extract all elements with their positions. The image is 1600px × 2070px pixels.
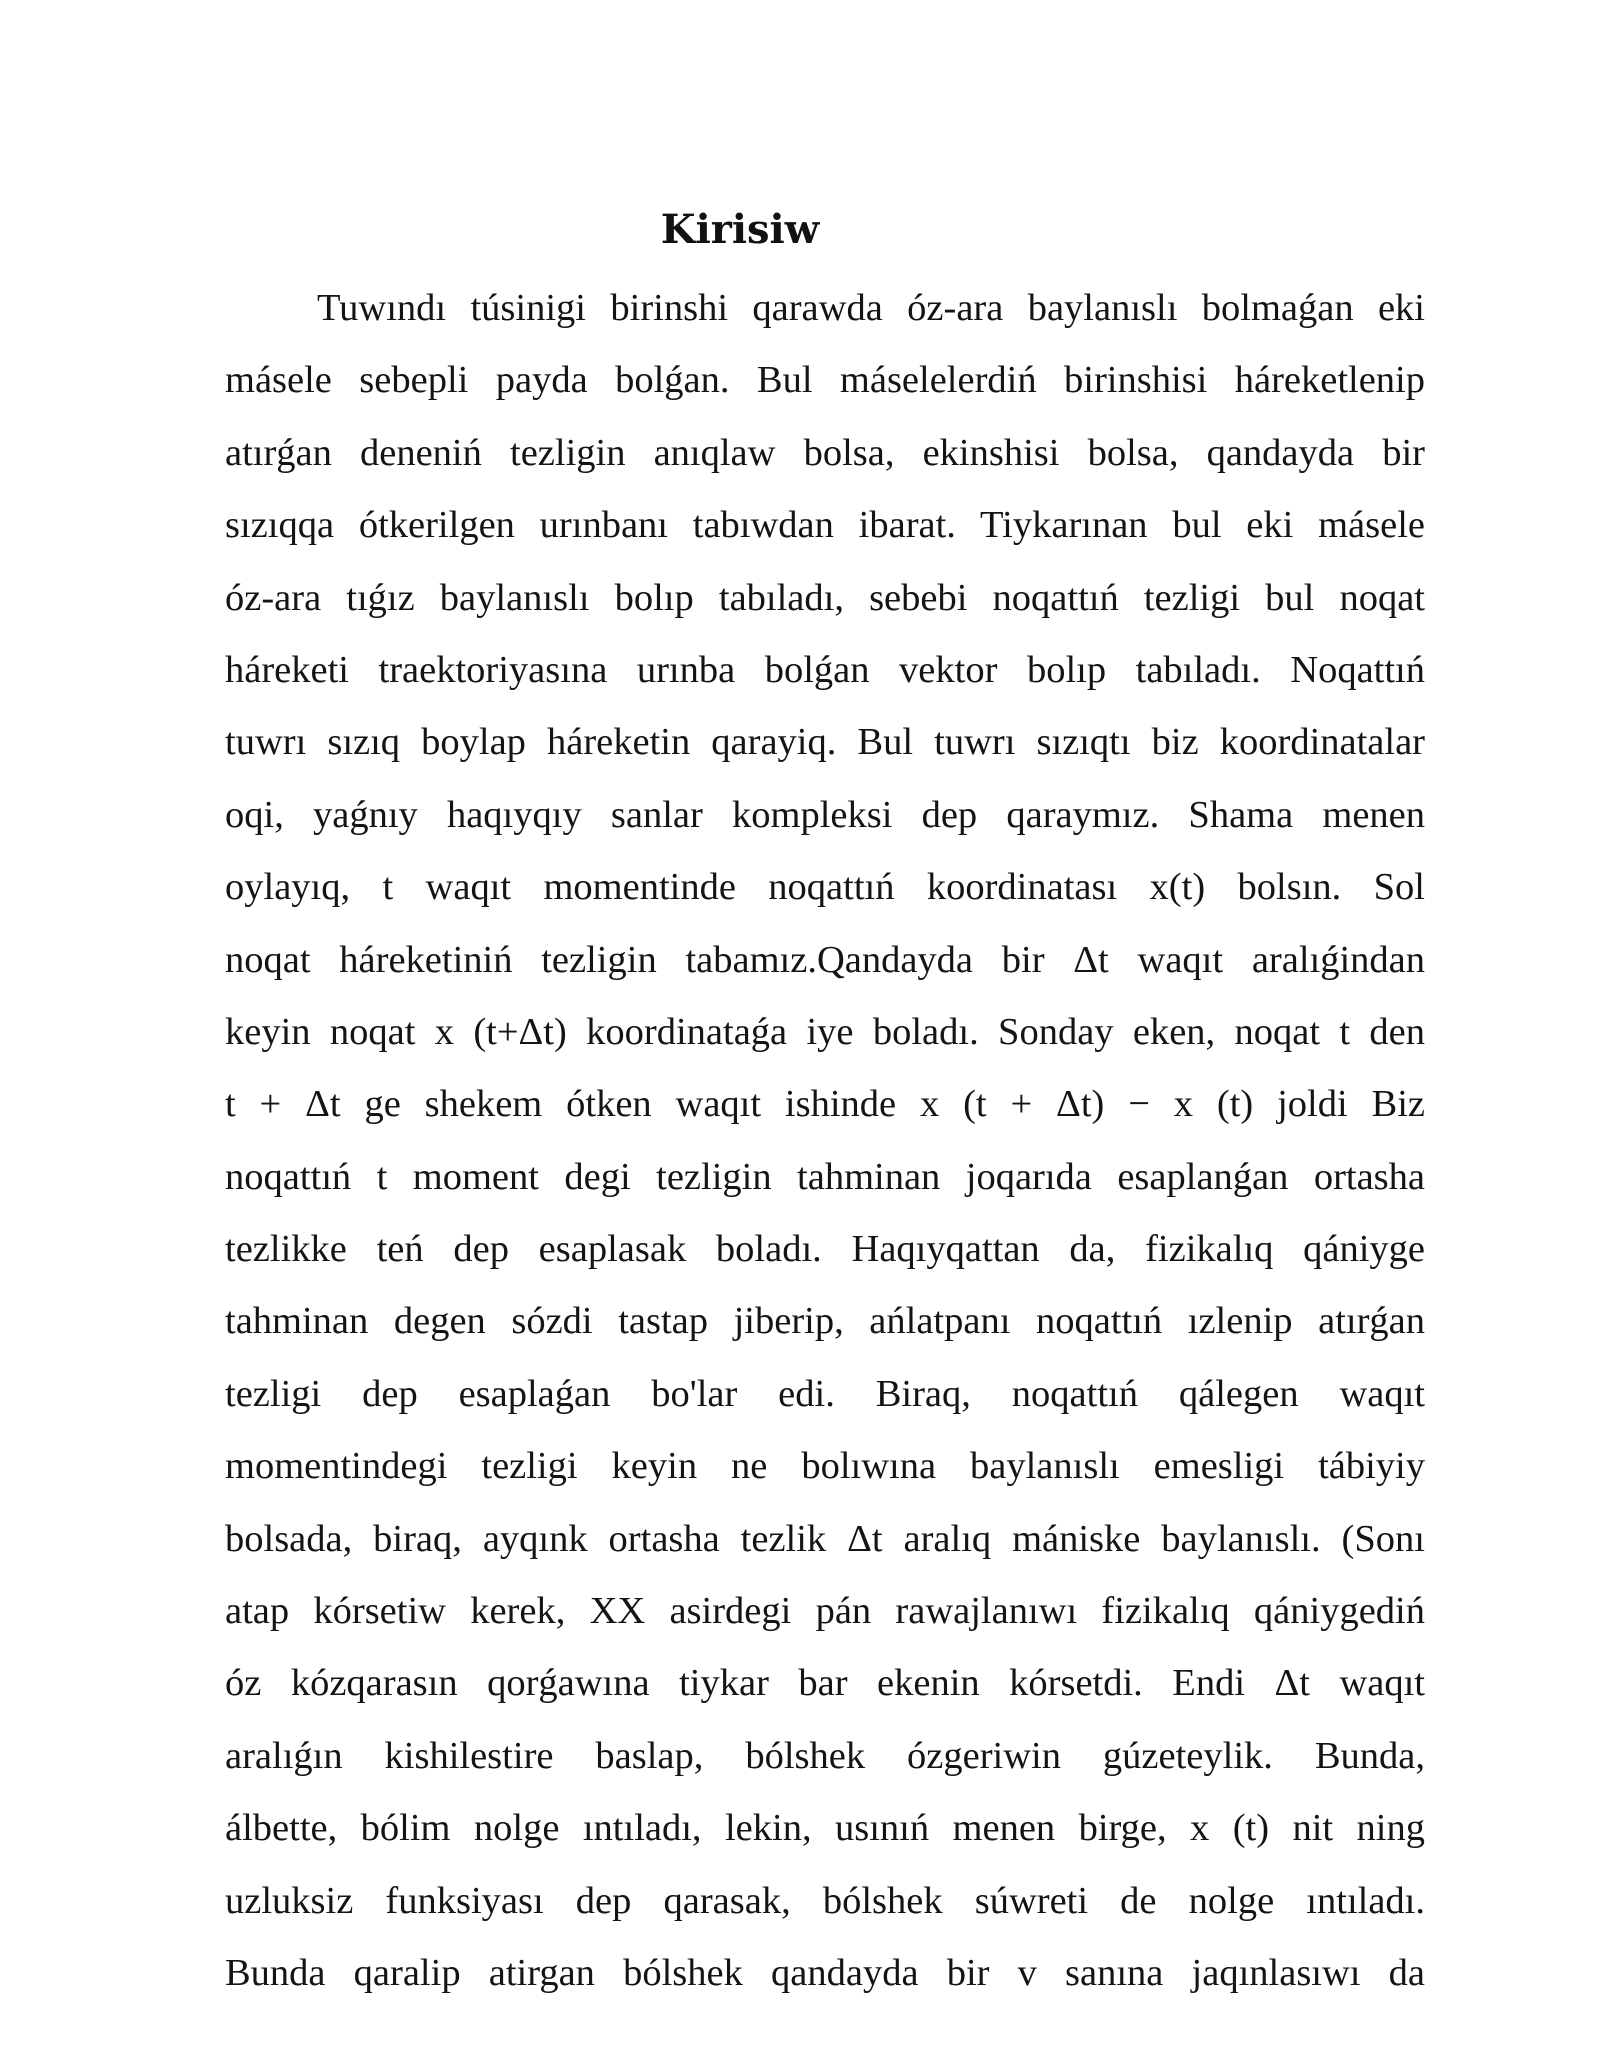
- text-line: álbette, bólim nolge ıntıladı, lekin, usınıń menen birge, x (t) nit ning: [225, 1807, 1425, 1850]
- text-line: tuwrı sızıq boylap háreketin qarayiq. Bul tuwrı sızıqtı biz koordinatalar: [225, 721, 1425, 764]
- text-line: bolsada, biraq, ayqınk ortasha tezlik Δt aralıq mániske baylanıslı. (Sonı: [225, 1517, 1425, 1560]
- text-line: aralıǵın kishilestire baslap, bólshek ózgeriwin gúzeteylik. Bunda,: [225, 1734, 1425, 1777]
- text-line: keyin noqat x (t+Δt) koordinataǵa iye boladı. Sonday eken, noqat t den: [225, 1010, 1425, 1053]
- text-line: momentindegi tezligi keyin ne bolıwına baylanıslı emesligi tábiyiy: [225, 1445, 1425, 1488]
- text-line: Tuwındı túsinigi birinshi qarawda óz-ara baylanıslı bolmaǵan eki: [317, 287, 1425, 329]
- text-line: oylayıq, t waqıt momentinde noqattıń koordinatası x(t) bolsın. Sol: [225, 866, 1425, 909]
- text-line: noqat háreketiniń tezligin tabamız.Qandayda bir Δt waqıt aralıǵindan: [225, 938, 1425, 981]
- text-line: háreketi traektoriyasına urınba bolǵan vektor bolıp tabıladı. Noqattıń: [225, 648, 1425, 691]
- text-line: Bunda qaralip atirgan bólshek qandayda bir v sanına jaqınlasıwı da: [225, 1951, 1425, 1994]
- text-line: atırǵan deneniń tezligin anıqlaw bolsa, ekinshisi bolsa, qandayda bir: [225, 431, 1425, 474]
- text-line: noqattıń t moment degi tezligin tahminan joqarıda esaplanǵan ortasha: [225, 1155, 1425, 1198]
- text-line: másele sebepli payda bolǵan. Bul máselelerdiń birinshisi háreketlenip: [225, 359, 1425, 402]
- text-line: óz-ara tıǵız baylanıslı bolıp tabıladı, sebebi noqattıń tezligi bul noqat: [225, 576, 1425, 619]
- text-line: tezlikke teń dep esaplasak boladı. Haqıyqattan da, fizikalıq qániyge: [225, 1228, 1425, 1271]
- text-line: tezligi dep esaplaǵan bo'lar edi. Biraq, noqattıń qálegen waqıt: [225, 1372, 1425, 1415]
- text-line: tahminan degen sózdi tastap jiberip, ańlatpanı noqattıń ızlenip atırǵan: [225, 1300, 1425, 1343]
- text-line: atap kórsetiw kerek, XX asirdegi pán rawajlanıwı fizikalıq qániygediń: [225, 1590, 1425, 1633]
- text-line: óz kózqarasın qorǵawına tiykar bar ekenin kórsetdi. Endi Δt waqıt: [225, 1662, 1425, 1705]
- text-line: sızıqqa ótkerilgen urınbanı tabıwdan ibarat. Tiykarınan bul eki másele: [225, 504, 1425, 547]
- page-title: Kirisiw: [660, 206, 820, 253]
- body-paragraph: [225, 272, 1425, 2009]
- text-line: oqi, yaǵnıy haqıyqıy sanlar kompleksi dep qaraymız. Shama menen: [225, 793, 1425, 836]
- text-line: uzluksiz funksiyası dep qarasak, bólshek súwreti de nolge ıntıladı.: [225, 1879, 1425, 1922]
- text-line: t + Δt ge shekem ótken waqıt ishinde x (t + Δt) − x (t) joldi Biz: [225, 1083, 1425, 1126]
